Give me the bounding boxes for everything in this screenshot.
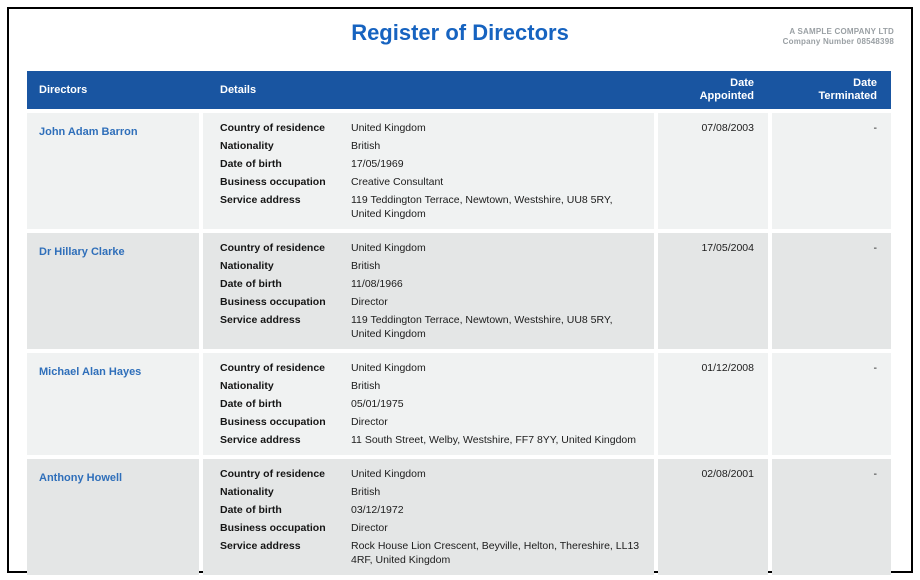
director-row — [27, 459, 891, 575]
director-name: Michael Alan Hayes — [39, 366, 142, 378]
detail-label: Nationality — [220, 260, 274, 272]
director-details-cell — [203, 233, 654, 349]
detail-label: Service address — [220, 540, 301, 552]
page-title: Register of Directors — [351, 20, 569, 45]
date-terminated-cell — [772, 233, 891, 349]
date-terminated-value: - — [873, 362, 877, 374]
date-appointed-value: 01/12/2008 — [701, 362, 754, 374]
date-appointed-value: 07/08/2003 — [701, 122, 754, 134]
detail-value: 03/12/1972 — [351, 504, 404, 516]
date-appointed-cell — [658, 233, 768, 349]
director-name-cell — [27, 459, 199, 575]
column-header-directors: Directors — [39, 83, 88, 96]
column-header-details: Details — [220, 83, 257, 96]
detail-label: Country of residence — [220, 468, 326, 480]
detail-value: British — [351, 260, 381, 272]
detail-label: Nationality — [220, 380, 274, 392]
date-appointed-value: 17/05/2004 — [701, 242, 754, 254]
date-terminated-cell — [772, 353, 891, 455]
detail-label: Business occupation — [220, 416, 326, 428]
director-details-cell — [203, 113, 654, 229]
director-row — [27, 113, 891, 229]
date-appointed-value: 02/08/2001 — [701, 468, 754, 480]
directors-table — [27, 71, 891, 575]
detail-label: Date of birth — [220, 398, 282, 410]
detail-label: Date of birth — [220, 278, 282, 290]
detail-value: 11 South Street, Welby, Westshire, FF7 8YY, United Kingdom — [351, 434, 637, 446]
date-appointed-cell — [658, 353, 768, 455]
column-header-date-terminated: Date Terminated — [818, 77, 877, 102]
director-name-cell — [27, 353, 199, 455]
document-header — [9, 21, 911, 55]
detail-label: Business occupation — [220, 522, 326, 534]
detail-label: Service address — [220, 314, 301, 326]
detail-value: British — [351, 380, 381, 392]
date-terminated-cell — [772, 459, 891, 575]
director-name: Anthony Howell — [39, 472, 123, 484]
director-details-cell — [203, 459, 654, 575]
detail-label: Business occupation — [220, 296, 326, 308]
director-name-cell — [27, 233, 199, 349]
detail-value: Director — [351, 296, 388, 308]
detail-value: 119 Teddington Terrace, Newtown, Westshire, UU8 5RY, United Kingdom — [351, 314, 613, 340]
detail-value: 11/08/1966 — [351, 278, 403, 290]
company-info — [783, 27, 894, 47]
detail-value: British — [351, 140, 381, 152]
detail-value: United Kingdom — [351, 242, 426, 254]
date-appointed-cell — [658, 459, 768, 575]
date-terminated-value: - — [873, 122, 877, 134]
detail-label: Service address — [220, 434, 301, 446]
date-terminated-cell — [772, 113, 891, 229]
date-appointed-cell — [658, 113, 768, 229]
director-row — [27, 233, 891, 349]
company-number: Company Number 08548398 — [782, 37, 894, 46]
director-row — [27, 353, 891, 455]
date-terminated-value: - — [873, 242, 877, 254]
director-name-cell — [27, 113, 199, 229]
detail-value: 05/01/1975 — [351, 398, 404, 410]
detail-value: British — [351, 486, 381, 498]
director-name: Dr Hillary Clarke — [39, 246, 125, 258]
table-body — [27, 113, 891, 575]
detail-label: Nationality — [220, 486, 274, 498]
detail-label: Service address — [220, 194, 301, 206]
detail-value: United Kingdom — [351, 362, 426, 374]
company-name: A SAMPLE COMPANY LTD — [789, 27, 894, 36]
table-header-row — [27, 71, 891, 109]
detail-value: United Kingdom — [351, 468, 426, 480]
details-list — [220, 361, 646, 447]
column-header-date-appointed: Date Appointed — [699, 77, 754, 102]
details-list — [220, 467, 646, 567]
detail-value: Rock House Lion Crescent, Beyville, Helton, Thereshire, LL13 4RF, United Kingdom — [351, 540, 640, 566]
detail-value: Creative Consultant — [351, 176, 444, 188]
detail-value: Director — [351, 522, 388, 534]
detail-value: United Kingdom — [351, 122, 426, 134]
detail-value: 17/05/1969 — [351, 158, 404, 170]
detail-value: Director — [351, 416, 388, 428]
details-list — [220, 121, 646, 221]
detail-label: Nationality — [220, 140, 274, 152]
detail-label: Country of residence — [220, 122, 326, 134]
director-name: John Adam Barron — [39, 126, 138, 138]
date-terminated-value: - — [873, 468, 877, 480]
details-list — [220, 241, 646, 341]
detail-label: Country of residence — [220, 242, 326, 254]
detail-label: Country of residence — [220, 362, 326, 374]
director-details-cell — [203, 353, 654, 455]
detail-value: 119 Teddington Terrace, Newtown, Westshire, UU8 5RY, United Kingdom — [351, 194, 613, 220]
detail-label: Date of birth — [220, 158, 282, 170]
detail-label: Date of birth — [220, 504, 282, 516]
detail-label: Business occupation — [220, 176, 326, 188]
document-page — [7, 7, 913, 573]
